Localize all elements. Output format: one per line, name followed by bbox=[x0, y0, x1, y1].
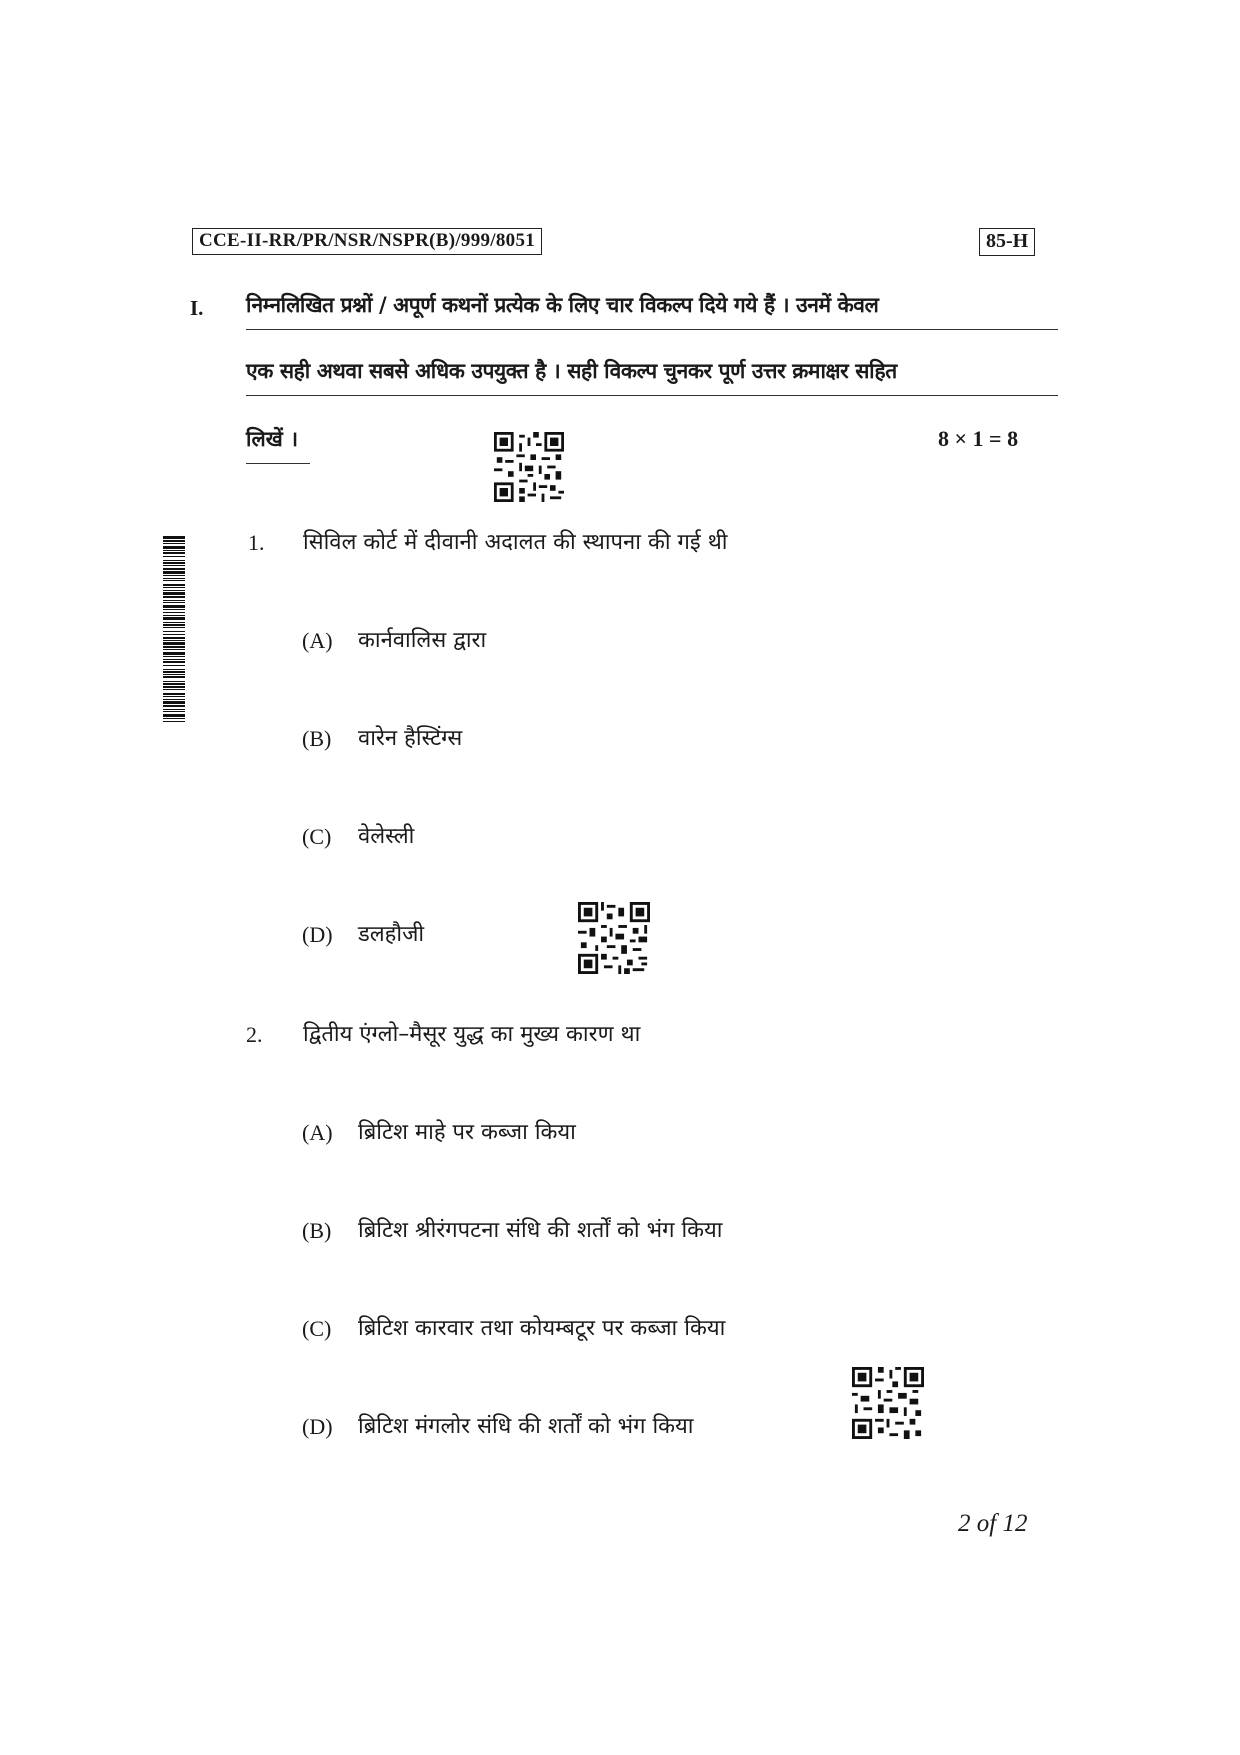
question-2-number: 2. bbox=[246, 1022, 263, 1047]
q1-option-a-text: कार्नवालिस द्वारा bbox=[358, 628, 487, 653]
q2-option-c-text: ब्रिटिश कारवार तथा कोयम्बटूर पर कब्जा किया bbox=[358, 1316, 726, 1341]
q2-option-d-text: ब्रिटिश मंगलोर संधि की शर्तों को भंग किया bbox=[358, 1414, 694, 1439]
q1-option-b-label: (B) bbox=[302, 726, 332, 751]
marks-scheme: 8 × 1 = 8 bbox=[938, 426, 1019, 451]
q1-option-c-text: वेलेस्ली bbox=[358, 824, 415, 849]
q2-option-a-text: ब्रिटिश माहे पर कब्जा किया bbox=[358, 1120, 576, 1145]
qr-code-icon bbox=[852, 1367, 924, 1439]
question-1-number: 1. bbox=[248, 530, 265, 555]
page-code: 85-H bbox=[979, 228, 1035, 256]
q1-option-d-label: (D) bbox=[302, 922, 333, 947]
instruction-line-1: निम्नलिखित प्रश्नों / अपूर्ण कथनों प्रत्येक के लिए चार विकल्प दिये गये हैं । उनमें केवल bbox=[246, 291, 1058, 330]
instruction-line-2: एक सही अथवा सबसे अधिक उपयुक्त है । सही विकल्प चुनकर पूर्ण उत्तर क्रमाक्षर सहित bbox=[246, 357, 1058, 396]
q2-option-d-label: (D) bbox=[302, 1414, 333, 1439]
q2-option-a-label: (A) bbox=[302, 1120, 333, 1145]
question-2-text: द्वितीय एंग्लो–मैसूर युद्ध का मुख्य कारण था bbox=[303, 1022, 641, 1047]
paper-code: CCE-II-RR/PR/NSR/NSPR(B)/999/8051 bbox=[192, 228, 542, 255]
q1-option-d-text: डलहौजी bbox=[358, 922, 425, 947]
section-number: I. bbox=[190, 296, 204, 320]
q2-option-c-label: (C) bbox=[302, 1316, 332, 1341]
barcode-icon bbox=[163, 536, 185, 872]
question-1-text: सिविल कोर्ट में दीवानी अदालत की स्थापना की गई थी bbox=[303, 530, 728, 555]
q2-option-b-label: (B) bbox=[302, 1218, 332, 1243]
q1-option-a-label: (A) bbox=[302, 628, 333, 653]
qr-code-icon bbox=[578, 902, 650, 974]
q1-option-b-text: वारेन हैस्टिंग्स bbox=[358, 726, 463, 751]
page-indicator: 2 of 12 bbox=[958, 1510, 1028, 1537]
q2-option-b-text: ब्रिटिश श्रीरंगपटना संधि की शर्तों को भंग किया bbox=[358, 1218, 723, 1243]
q1-option-c-label: (C) bbox=[302, 824, 332, 849]
instruction-line-3: लिखें । bbox=[246, 425, 310, 464]
qr-code-icon bbox=[494, 432, 564, 502]
